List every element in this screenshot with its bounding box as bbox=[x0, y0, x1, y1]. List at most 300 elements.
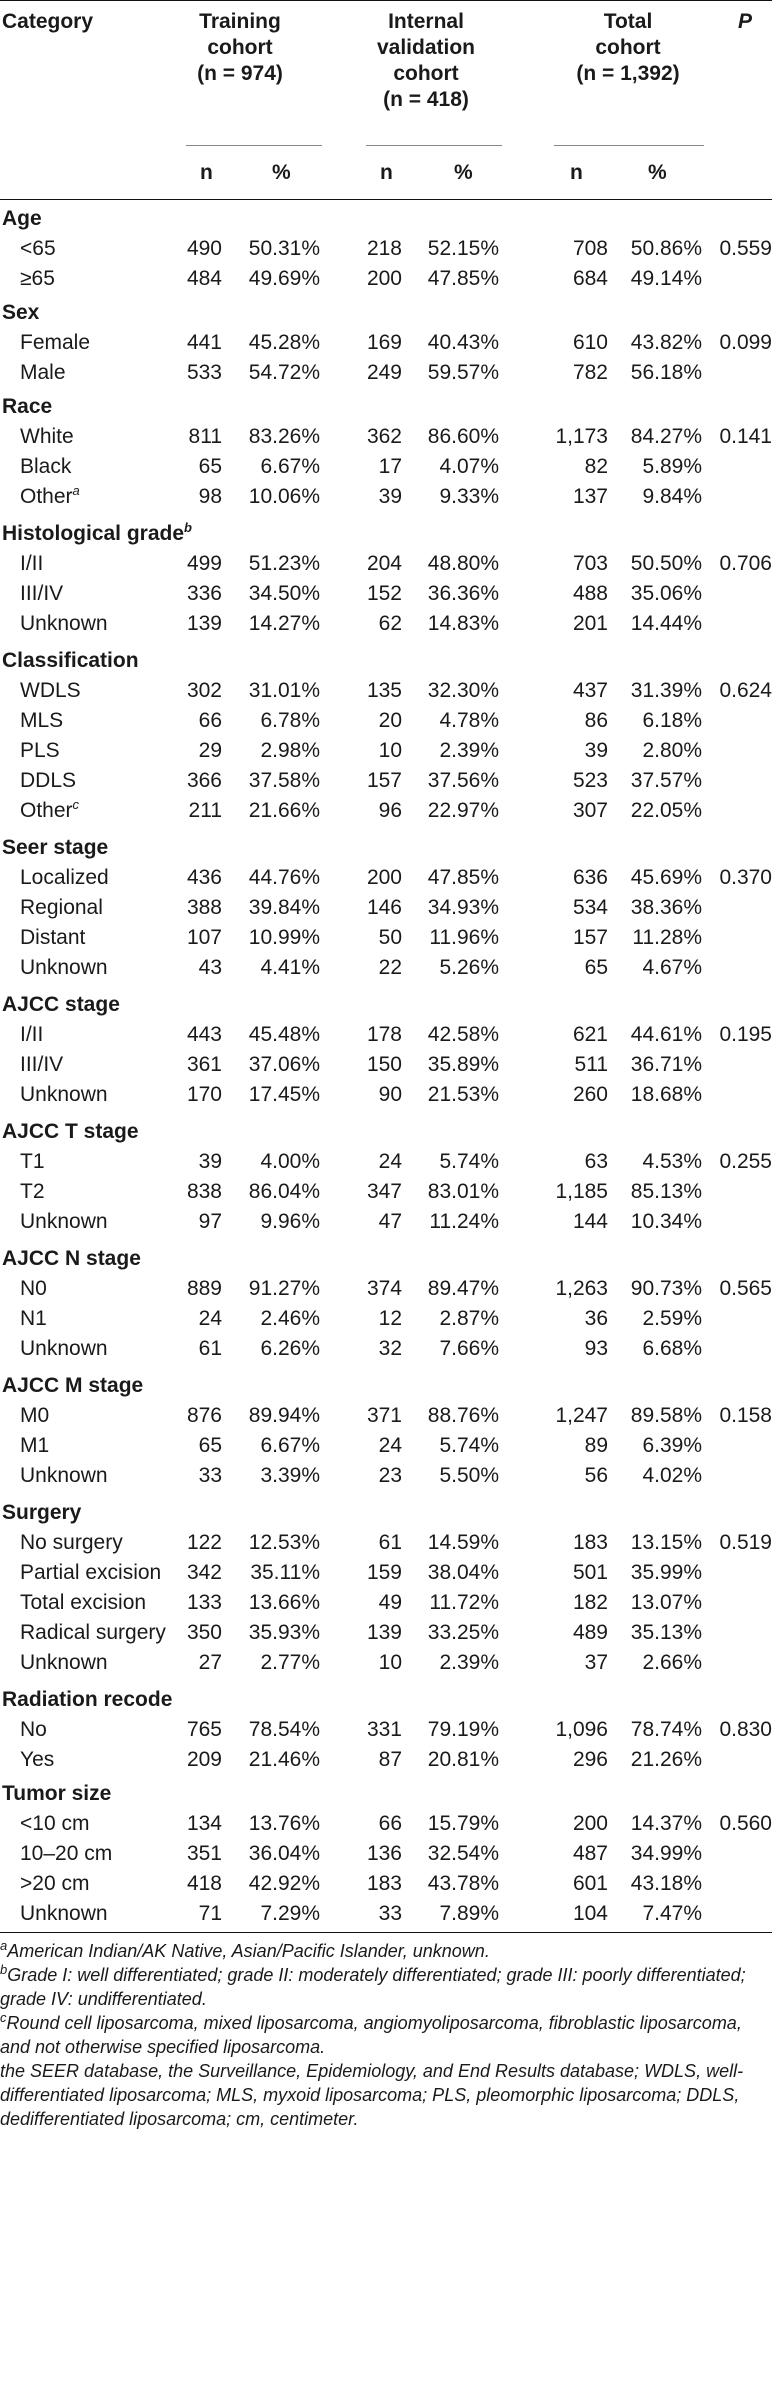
cell-internal-n: 96 bbox=[378, 799, 402, 822]
header-internal-line4: (n = 418) bbox=[383, 88, 469, 111]
row-label-text: ≥65 bbox=[20, 267, 55, 290]
cell-training-pct: 6.78% bbox=[260, 709, 320, 732]
cell-internal-n: 178 bbox=[366, 1023, 402, 1046]
cell-internal-pct: 4.07% bbox=[439, 455, 499, 478]
table-row bbox=[0, 1461, 772, 1494]
row-label-text: Other bbox=[20, 799, 73, 822]
section-title: AJCC M stage bbox=[2, 1374, 144, 1397]
cell-internal-n: 24 bbox=[378, 1150, 402, 1173]
cell-training-n: 499 bbox=[186, 552, 222, 575]
cell-training-n: 98 bbox=[198, 485, 222, 508]
cell-internal-pct: 52.15% bbox=[427, 237, 499, 260]
cell-internal-n: 20 bbox=[378, 709, 402, 732]
cell-training-pct: 4.00% bbox=[260, 1150, 320, 1173]
cell-training-pct: 42.92% bbox=[248, 1872, 320, 1895]
section-heading bbox=[0, 388, 772, 422]
table-row bbox=[0, 706, 772, 736]
row-label bbox=[20, 1715, 47, 1745]
cell-total-pct: 38.36% bbox=[630, 896, 702, 919]
cell-training-n: 139 bbox=[186, 612, 222, 635]
table-row bbox=[0, 953, 772, 986]
section-title: Sex bbox=[2, 301, 40, 324]
cell-training-n: 133 bbox=[186, 1591, 222, 1614]
cell-total-pct: 13.15% bbox=[630, 1531, 702, 1554]
cell-internal-pct: 37.56% bbox=[427, 769, 499, 792]
cell-internal-n: 22 bbox=[378, 956, 402, 979]
cell-training-n: 838 bbox=[186, 1180, 222, 1203]
section-heading bbox=[0, 986, 772, 1020]
table-row bbox=[0, 1274, 772, 1304]
cell-total-n: 82 bbox=[584, 455, 608, 478]
row-label bbox=[20, 893, 103, 923]
cell-internal-n: 331 bbox=[366, 1718, 402, 1741]
row-label bbox=[20, 264, 55, 294]
cell-total-n: 36 bbox=[584, 1307, 608, 1330]
cell-training-pct: 14.27% bbox=[248, 612, 320, 635]
cell-internal-pct: 79.19% bbox=[427, 1718, 499, 1741]
header-category: Category bbox=[2, 10, 94, 33]
cell-training-pct: 2.77% bbox=[260, 1651, 320, 1674]
cell-total-pct: 22.05% bbox=[630, 799, 702, 822]
header-internal-line3: cohort bbox=[393, 62, 459, 85]
row-label bbox=[20, 796, 79, 826]
cell-training-n: 211 bbox=[188, 799, 222, 822]
cell-total-n: 703 bbox=[572, 552, 608, 575]
cell-total-pct: 50.86% bbox=[630, 237, 702, 260]
header-training bbox=[170, 9, 310, 87]
cell-internal-pct: 14.59% bbox=[427, 1531, 499, 1554]
cell-training-pct: 6.26% bbox=[260, 1337, 320, 1360]
table-row bbox=[0, 1207, 772, 1240]
section-title: Tumor size bbox=[2, 1782, 112, 1805]
row-label-text: Male bbox=[20, 361, 66, 384]
cell-total-n: 1,247 bbox=[555, 1404, 608, 1427]
row-label bbox=[20, 482, 80, 512]
header-total-line1: Total bbox=[603, 10, 653, 33]
cell-internal-n: 347 bbox=[366, 1180, 402, 1203]
cell-training-pct: 6.67% bbox=[260, 455, 320, 478]
cell-total-pct: 35.06% bbox=[630, 582, 702, 605]
cell-internal-n: 10 bbox=[378, 1651, 402, 1674]
cell-internal-pct: 22.97% bbox=[427, 799, 499, 822]
header-internal bbox=[356, 9, 496, 113]
cell-internal-pct: 2.87% bbox=[439, 1307, 499, 1330]
row-label-text: PLS bbox=[20, 739, 60, 762]
cell-training-n: 876 bbox=[186, 1404, 222, 1427]
cell-total-n: 1,185 bbox=[555, 1180, 608, 1203]
cell-total-n: 183 bbox=[572, 1531, 608, 1554]
cell-total-pct: 89.58% bbox=[630, 1404, 702, 1427]
row-label bbox=[20, 863, 109, 893]
row-label bbox=[20, 1080, 108, 1110]
cell-total-n: 621 bbox=[572, 1023, 608, 1046]
cell-internal-pct: 5.74% bbox=[439, 1434, 499, 1457]
cell-training-n: 443 bbox=[186, 1023, 222, 1046]
cell-total-n: 260 bbox=[572, 1083, 608, 1106]
cell-training-n: 29 bbox=[198, 739, 222, 762]
row-label bbox=[20, 1020, 43, 1050]
header-internal-line1: Internal bbox=[388, 10, 464, 33]
row-label bbox=[20, 1207, 108, 1237]
row-label-text: T2 bbox=[20, 1180, 45, 1203]
cell-total-n: 307 bbox=[572, 799, 608, 822]
cell-internal-n: 183 bbox=[366, 1872, 402, 1895]
row-label-text: I/II bbox=[20, 1023, 44, 1046]
cell-total-n: 1,263 bbox=[555, 1277, 608, 1300]
section-heading bbox=[0, 515, 772, 549]
cell-training-pct: 6.67% bbox=[260, 1434, 320, 1457]
cell-total-n: 200 bbox=[572, 1812, 608, 1835]
cell-training-n: 66 bbox=[198, 709, 222, 732]
cell-internal-pct: 36.36% bbox=[427, 582, 499, 605]
cell-training-n: 122 bbox=[186, 1531, 222, 1554]
table-row bbox=[0, 1869, 772, 1899]
cell-p-value: 0.099 bbox=[719, 331, 772, 354]
cell-training-n: 418 bbox=[186, 1872, 222, 1895]
cell-total-pct: 6.39% bbox=[642, 1434, 702, 1457]
row-label bbox=[20, 1431, 49, 1461]
cell-training-n: 39 bbox=[198, 1150, 222, 1173]
table-row bbox=[0, 452, 772, 482]
row-label bbox=[20, 923, 85, 953]
row-label-text: Distant bbox=[20, 926, 86, 949]
cell-internal-pct: 33.25% bbox=[427, 1621, 499, 1644]
footnote-marker: a bbox=[72, 483, 80, 498]
cell-total-pct: 43.18% bbox=[630, 1872, 702, 1895]
cell-training-pct: 17.45% bbox=[248, 1083, 320, 1106]
cell-total-n: 601 bbox=[572, 1872, 608, 1895]
row-label-text: DDLS bbox=[20, 769, 77, 792]
cell-total-pct: 84.27% bbox=[630, 425, 702, 448]
table-row bbox=[0, 422, 772, 452]
cell-total-pct: 31.39% bbox=[630, 679, 702, 702]
row-label bbox=[20, 1401, 49, 1431]
row-label-text: <65 bbox=[20, 237, 56, 260]
cell-internal-pct: 47.85% bbox=[427, 866, 499, 889]
cell-internal-pct: 83.01% bbox=[427, 1180, 499, 1203]
cell-internal-n: 218 bbox=[366, 237, 402, 260]
row-label bbox=[20, 1334, 108, 1364]
cell-training-pct: 35.93% bbox=[248, 1621, 320, 1644]
row-label bbox=[20, 452, 71, 482]
section-heading bbox=[0, 200, 772, 234]
row-label-text: N1 bbox=[20, 1307, 47, 1330]
footnote-marker: b bbox=[184, 520, 192, 535]
row-label-text: No surgery bbox=[20, 1531, 123, 1554]
cell-internal-n: 135 bbox=[366, 679, 402, 702]
table-row bbox=[0, 923, 772, 953]
cell-total-pct: 35.99% bbox=[630, 1561, 702, 1584]
row-label-text: T1 bbox=[20, 1150, 45, 1173]
cell-internal-pct: 47.85% bbox=[427, 267, 499, 290]
table-row bbox=[0, 1080, 772, 1113]
cell-training-n: 533 bbox=[186, 361, 222, 384]
cell-total-n: 534 bbox=[572, 896, 608, 919]
cell-internal-n: 87 bbox=[378, 1748, 402, 1771]
row-label-text: Partial excision bbox=[20, 1561, 162, 1584]
cell-total-pct: 5.89% bbox=[642, 455, 702, 478]
cell-training-pct: 54.72% bbox=[248, 361, 320, 384]
subheader-pct: % bbox=[272, 161, 291, 184]
table-row bbox=[0, 234, 772, 264]
cell-internal-n: 152 bbox=[366, 582, 402, 605]
row-label bbox=[20, 549, 43, 579]
header-total bbox=[548, 9, 708, 87]
row-label-text: MLS bbox=[20, 709, 64, 732]
cell-p-value: 0.624 bbox=[719, 679, 772, 702]
cell-total-pct: 6.68% bbox=[642, 1337, 702, 1360]
section-heading bbox=[0, 1681, 772, 1715]
footnote-marker: c bbox=[72, 797, 80, 812]
header-subrule bbox=[366, 145, 502, 146]
cell-total-pct: 2.66% bbox=[642, 1651, 702, 1674]
cell-training-n: 302 bbox=[186, 679, 222, 702]
cell-internal-pct: 35.89% bbox=[427, 1053, 499, 1076]
cell-total-n: 182 bbox=[572, 1591, 608, 1614]
cell-total-n: 1,173 bbox=[555, 425, 608, 448]
table-row bbox=[0, 1809, 772, 1839]
cell-internal-n: 169 bbox=[366, 331, 402, 354]
cell-internal-n: 66 bbox=[378, 1812, 402, 1835]
table-row bbox=[0, 1177, 772, 1207]
footnote-abbreviations: the SEER database, the Surveillance, Epidemiology, and End Results database; WDLS, well-differentiated liposarcoma; MLS, myxoid liposarcoma; PLS, pleomorphic liposarcoma; DDLS, dedifferentiated liposarcoma; cm, centimeter. bbox=[0, 2061, 744, 2129]
cell-training-pct: 9.96% bbox=[260, 1210, 320, 1233]
row-label-text: Regional bbox=[20, 896, 103, 919]
row-label bbox=[20, 706, 63, 736]
cell-total-n: 437 bbox=[572, 679, 608, 702]
row-label-text: Unknown bbox=[20, 1337, 108, 1360]
cell-training-n: 97 bbox=[198, 1210, 222, 1233]
row-label bbox=[20, 1558, 161, 1588]
row-label-text: Female bbox=[20, 331, 91, 354]
cell-training-n: 490 bbox=[186, 237, 222, 260]
row-label bbox=[20, 1899, 108, 1929]
cell-total-n: 65 bbox=[584, 956, 608, 979]
cell-total-pct: 2.59% bbox=[642, 1307, 702, 1330]
cell-total-n: 144 bbox=[572, 1210, 608, 1233]
cell-internal-n: 374 bbox=[366, 1277, 402, 1300]
table-row bbox=[0, 579, 772, 609]
cell-internal-n: 200 bbox=[366, 267, 402, 290]
table-row bbox=[0, 1839, 772, 1869]
table-row bbox=[0, 1528, 772, 1558]
row-label bbox=[20, 1304, 47, 1334]
table-row bbox=[0, 1020, 772, 1050]
section-heading bbox=[0, 294, 772, 328]
cell-internal-pct: 89.47% bbox=[427, 1277, 499, 1300]
cell-internal-pct: 43.78% bbox=[427, 1872, 499, 1895]
table-row bbox=[0, 676, 772, 706]
row-label-text: Unknown bbox=[20, 1210, 108, 1233]
cell-total-n: 93 bbox=[584, 1337, 608, 1360]
header-p: P bbox=[738, 10, 753, 33]
cell-internal-n: 39 bbox=[378, 485, 402, 508]
cell-total-n: 488 bbox=[572, 582, 608, 605]
cell-training-pct: 35.11% bbox=[250, 1561, 320, 1584]
cell-internal-pct: 4.78% bbox=[439, 709, 499, 732]
section-title: Race bbox=[2, 395, 53, 418]
cell-internal-pct: 7.89% bbox=[439, 1902, 499, 1925]
cell-internal-pct: 15.79% bbox=[427, 1812, 499, 1835]
cell-total-pct: 4.53% bbox=[642, 1150, 702, 1173]
cell-total-pct: 6.18% bbox=[642, 709, 702, 732]
section-title: Age bbox=[2, 207, 42, 230]
section-heading bbox=[0, 1240, 772, 1274]
row-label bbox=[20, 676, 81, 706]
cell-internal-n: 62 bbox=[378, 612, 402, 635]
cell-total-pct: 45.69% bbox=[630, 866, 702, 889]
footnote-c: $^c$Round cell liposarcoma, mixed liposarcoma, angiomyoliposarcoma, fibroblastic liposarcoma, and not otherwise specified liposarcoma. bbox=[0, 2010, 742, 2057]
cell-total-n: 104 bbox=[572, 1902, 608, 1925]
cell-training-pct: 12.53% bbox=[248, 1531, 320, 1554]
cell-total-n: 501 bbox=[572, 1561, 608, 1584]
cell-internal-n: 157 bbox=[366, 769, 402, 792]
cell-internal-n: 12 bbox=[378, 1307, 402, 1330]
cell-internal-pct: 59.57% bbox=[427, 361, 499, 384]
cell-total-n: 487 bbox=[572, 1842, 608, 1865]
cell-training-n: 61 bbox=[198, 1337, 222, 1360]
cell-p-value: 0.830 bbox=[719, 1718, 772, 1741]
footnote-a: $^a$American Indian/AK Native, Asian/Pacific Islander, unknown. bbox=[0, 1938, 490, 1961]
table-body bbox=[0, 200, 772, 1932]
cell-total-n: 89 bbox=[584, 1434, 608, 1457]
cell-internal-pct: 5.50% bbox=[439, 1464, 499, 1487]
section-title: AJCC stage bbox=[2, 993, 120, 1016]
cell-internal-pct: 32.30% bbox=[427, 679, 499, 702]
row-label bbox=[20, 766, 76, 796]
row-label-text: Black bbox=[20, 455, 72, 478]
cell-total-pct: 56.18% bbox=[630, 361, 702, 384]
cell-internal-n: 90 bbox=[378, 1083, 402, 1106]
row-label-text: III/IV bbox=[20, 582, 64, 605]
row-label-text: Unknown bbox=[20, 1902, 108, 1925]
table-row bbox=[0, 1050, 772, 1080]
table-row bbox=[0, 609, 772, 642]
cell-internal-pct: 40.43% bbox=[427, 331, 499, 354]
cell-training-pct: 13.76% bbox=[248, 1812, 320, 1835]
cell-internal-n: 17 bbox=[378, 455, 402, 478]
cell-total-n: 708 bbox=[572, 237, 608, 260]
row-label-text: Other bbox=[20, 485, 73, 508]
cell-internal-n: 136 bbox=[366, 1842, 402, 1865]
cell-internal-n: 33 bbox=[378, 1902, 402, 1925]
cell-total-pct: 90.73% bbox=[630, 1277, 702, 1300]
table-header bbox=[0, 1, 772, 199]
table-row bbox=[0, 766, 772, 796]
row-label bbox=[20, 1588, 146, 1618]
header-training-line3: (n = 974) bbox=[197, 62, 283, 85]
table-row bbox=[0, 328, 772, 358]
cell-p-value: 0.255 bbox=[719, 1150, 772, 1173]
row-label-text: M1 bbox=[20, 1434, 50, 1457]
cell-training-pct: 86.04% bbox=[248, 1180, 320, 1203]
cell-training-pct: 36.04% bbox=[248, 1842, 320, 1865]
cell-total-pct: 14.44% bbox=[630, 612, 702, 635]
cell-training-pct: 34.50% bbox=[248, 582, 320, 605]
header-internal-line2: validation bbox=[376, 36, 476, 59]
row-label bbox=[20, 1745, 54, 1775]
cell-training-n: 170 bbox=[186, 1083, 222, 1106]
table-row bbox=[0, 1899, 772, 1932]
section-heading bbox=[0, 1113, 772, 1147]
cell-total-n: 610 bbox=[572, 331, 608, 354]
cell-training-n: 811 bbox=[188, 425, 222, 448]
cell-total-pct: 35.13% bbox=[630, 1621, 702, 1644]
cell-internal-n: 146 bbox=[366, 896, 402, 919]
table-row bbox=[0, 482, 772, 515]
row-label-text: Unknown bbox=[20, 1083, 108, 1106]
cell-total-n: 39 bbox=[584, 739, 608, 762]
cell-total-pct: 4.02% bbox=[642, 1464, 702, 1487]
cell-internal-n: 50 bbox=[378, 926, 402, 949]
cell-internal-n: 150 bbox=[366, 1053, 402, 1076]
cell-training-pct: 31.01% bbox=[248, 679, 320, 702]
row-label-text: N0 bbox=[20, 1277, 47, 1300]
cell-training-n: 484 bbox=[186, 267, 222, 290]
row-label-text: Total excision bbox=[20, 1591, 147, 1614]
table-row bbox=[0, 1147, 772, 1177]
cell-training-n: 765 bbox=[186, 1718, 222, 1741]
header-subrule bbox=[186, 145, 322, 146]
section-title: Histological grade bbox=[2, 522, 185, 545]
row-label-text: Unknown bbox=[20, 612, 108, 635]
row-label-text: I/II bbox=[20, 552, 44, 575]
table-row bbox=[0, 893, 772, 923]
cell-training-n: 43 bbox=[198, 956, 222, 979]
row-label bbox=[20, 1839, 112, 1869]
row-label-text: <10 cm bbox=[20, 1812, 90, 1835]
cell-total-n: 201 bbox=[572, 612, 608, 635]
cell-total-n: 56 bbox=[584, 1464, 608, 1487]
cell-p-value: 0.195 bbox=[719, 1023, 772, 1046]
cell-internal-n: 362 bbox=[366, 425, 402, 448]
cell-total-pct: 14.37% bbox=[630, 1812, 702, 1835]
cell-internal-n: 249 bbox=[366, 361, 402, 384]
cell-internal-n: 32 bbox=[378, 1337, 402, 1360]
cell-training-n: 441 bbox=[186, 331, 222, 354]
cell-p-value: 0.141 bbox=[719, 425, 772, 448]
cell-training-pct: 3.39% bbox=[260, 1464, 320, 1487]
row-label-text: 10–20 cm bbox=[20, 1842, 113, 1865]
table-row bbox=[0, 1648, 772, 1681]
cell-total-pct: 11.28% bbox=[632, 926, 702, 949]
row-label bbox=[20, 1461, 108, 1491]
row-label bbox=[20, 609, 108, 639]
cell-training-n: 436 bbox=[186, 866, 222, 889]
cell-training-n: 388 bbox=[186, 896, 222, 919]
row-label-text: >20 cm bbox=[20, 1872, 90, 1895]
header-training-line2: cohort bbox=[207, 36, 273, 59]
cell-p-value: 0.706 bbox=[719, 552, 772, 575]
cell-total-pct: 49.14% bbox=[630, 267, 702, 290]
section-heading bbox=[0, 1494, 772, 1528]
cell-training-pct: 13.66% bbox=[248, 1591, 320, 1614]
subheader-pct: % bbox=[454, 161, 473, 184]
row-label-text: No bbox=[20, 1718, 47, 1741]
row-label bbox=[20, 1050, 63, 1080]
cell-total-n: 523 bbox=[572, 769, 608, 792]
row-label-text: Unknown bbox=[20, 1651, 108, 1674]
cell-training-n: 107 bbox=[186, 926, 222, 949]
cell-total-pct: 2.80% bbox=[642, 739, 702, 762]
row-label-text: White bbox=[20, 425, 74, 448]
cell-total-pct: 44.61% bbox=[630, 1023, 702, 1046]
row-label bbox=[20, 953, 108, 983]
cell-total-pct: 10.34% bbox=[630, 1210, 702, 1233]
cell-total-pct: 4.67% bbox=[642, 956, 702, 979]
section-heading bbox=[0, 1367, 772, 1401]
cell-total-pct: 9.84% bbox=[642, 485, 702, 508]
